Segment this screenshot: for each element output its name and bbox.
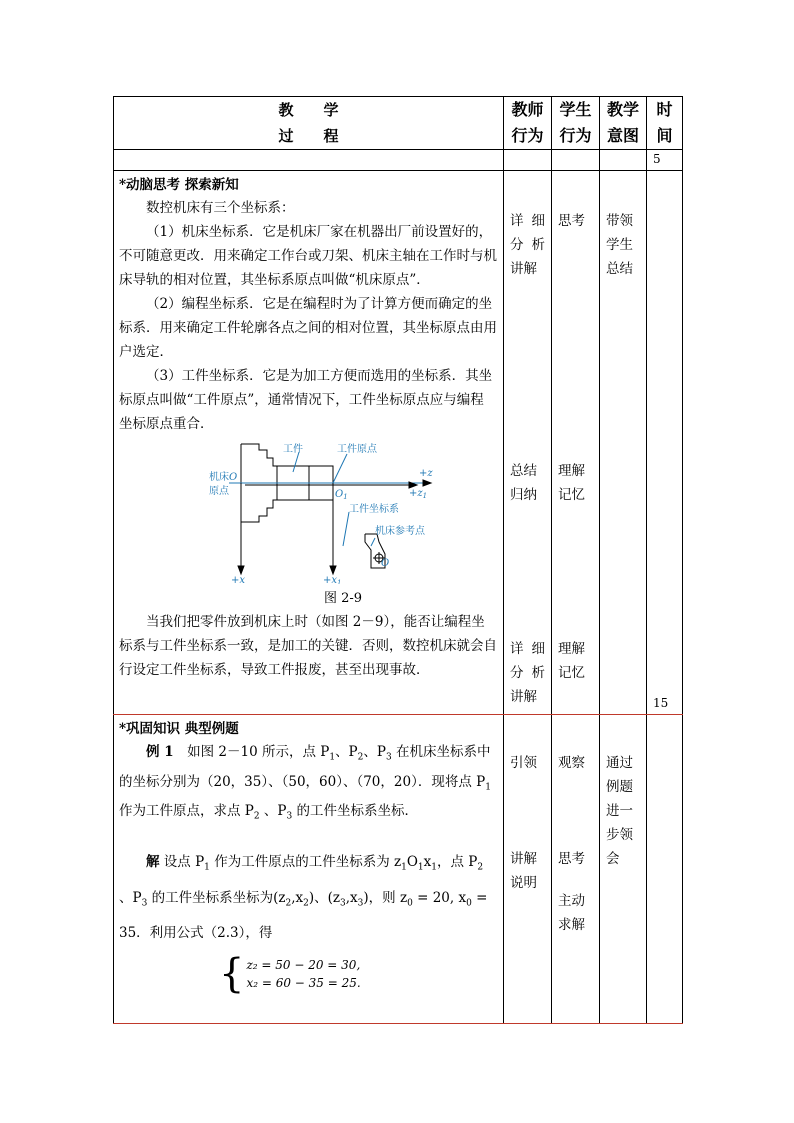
header-time: 时 间 (647, 97, 683, 150)
teaching-intent: 带领 学生 总结 (600, 171, 647, 715)
paragraph: 数控机床有三个坐标系： (146, 200, 295, 216)
header-student: 学生 行为 (552, 97, 600, 150)
paragraph: （3）工件坐标系．它是为加工方便而选用的坐标系．其坐标原点叫做“工件原点”，通常情况下，工件坐标原点应与编程坐标原点重合． (119, 368, 493, 432)
paragraph: （1）机床坐标系．它是机床厂家在机器出厂前设置好的，不可随意更改．用来确定工作台或刀架、机床主轴在工作时与机床导轨的相对位置，其坐标系原点叫做“机床原点”． (119, 224, 497, 288)
header-row (114, 97, 683, 150)
label-machine-origin-2: 原点 (209, 486, 229, 497)
time-5: 5 (647, 150, 683, 171)
label-machine-origin: 机床 (209, 472, 229, 483)
figure-caption: 图 2-9 (323, 591, 363, 606)
label-work-cs: 工件坐标系 (349, 504, 399, 515)
example-content (114, 715, 504, 1024)
equation-system (219, 951, 497, 998)
label-z: +z (419, 468, 433, 479)
label-work-origin: 工件原点 (337, 444, 377, 455)
equation-1: z₂ = 50 − 20 = 30, (246, 958, 361, 973)
section-title: *动脑思考 探索新知 (119, 177, 239, 193)
figure-2-9 (209, 442, 497, 610)
header-teacher: 教师 行为 (504, 97, 552, 150)
label-workpiece: 工件 (283, 444, 303, 455)
teacher-behavior: 引领 讲解 说明 (504, 715, 552, 1024)
teacher-behavior: 详 细 分 析 讲解 总结 归纳 详 细 分 析 讲解 (504, 171, 552, 715)
paragraph: （2）编程坐标系．它是在编程时为了计算方便而确定的坐标系．用来确定工件轮廓各点之间的相对位置，其坐标原点由用户选定． (119, 296, 497, 360)
label-ref-point: 机床参考点 (375, 526, 425, 537)
teaching-intent: 通过 例题 进一 步领 会 (600, 715, 647, 1024)
header-process: 教 学 过 程 (114, 97, 504, 150)
example-paragraph: 例 1 如图 2－10 所示，点 $P_1$、$P_2$、$P_3$ 在机床坐标系中的坐标分别为（20，35）、（50，60）、（70，20）．现将点 $P_1$ 作为工件原点，求点 $P_2$ 、$P_3$ 的工件坐标系坐标． (119, 744, 491, 823)
row-explore (114, 171, 683, 715)
student-behavior: 观察 思考 主动 求解 (552, 715, 600, 1024)
time-15: 15 (647, 171, 683, 715)
student-behavior: 思考 理解 记忆 理解 记忆 (552, 171, 600, 715)
equation-2: x₂ = 60 − 35 = 25. (246, 976, 361, 991)
row-example (114, 715, 683, 1024)
lesson-plan-table (113, 96, 683, 1024)
label-z1: $+z_1$ (409, 488, 428, 500)
solution-paragraph: 解 设点 $P_1$ 作为工件原点的工件坐标系为 $z_1O_1x_1$，点 $P_2$ 、$P_3$ 的工件坐标系坐标为$(z_2,x_2)$、$(z_3,x_3)$，则 $z_0 = 20$, $x_0 = 35$．利用公式（2.3），得 (119, 854, 488, 942)
section-title: *巩固知识 典型例题 (119, 721, 239, 737)
label-x1: $+x_1$ (323, 575, 342, 584)
blank-row (114, 150, 683, 171)
paragraph: 当我们把零件放到机床上时（如图 2－9），能否让编程坐标系与工件坐标系一致，是加工的关键．否则，数控机床就会自行设定工件坐标系，导致工件报废，甚至出现事故． (119, 614, 497, 678)
lathe-coordinate-diagram (209, 442, 449, 584)
label-O1: $O_1$ (335, 489, 348, 501)
label-O: O (229, 472, 238, 483)
label-x: +x (231, 575, 246, 584)
explore-content (114, 171, 504, 715)
label-ref-O: O (381, 558, 390, 569)
header-intent: 教学 意图 (600, 97, 647, 150)
brace: { (219, 951, 245, 998)
